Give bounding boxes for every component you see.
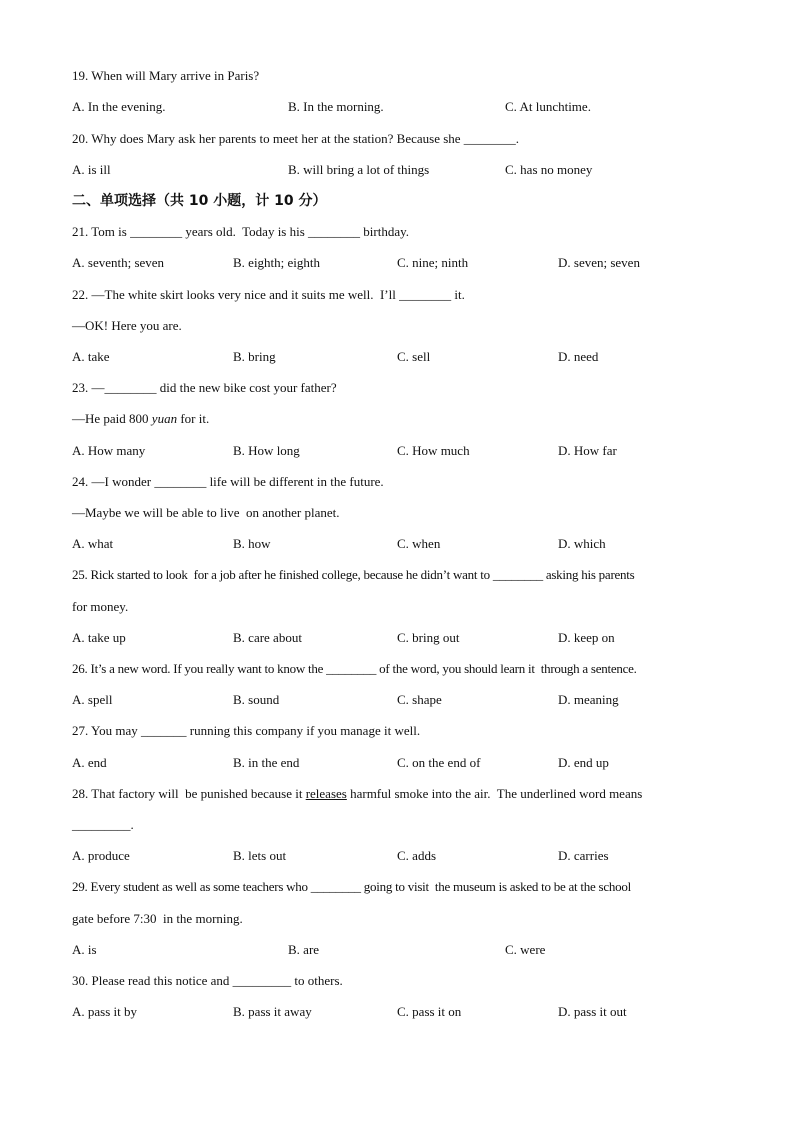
option-b: B. care about bbox=[233, 630, 302, 645]
option-a: A. How many bbox=[72, 443, 146, 458]
question-22-stem: 22. —The white skirt looks very nice and it suits me well. I’ll ________ it. bbox=[72, 287, 465, 302]
question-24-stem: 24. —I wonder ________ life will be different in the future. bbox=[72, 474, 384, 489]
option-b: B. How long bbox=[233, 443, 300, 458]
question-19-stem: 19. When will Mary arrive in Paris? bbox=[72, 68, 260, 83]
option-c: C. At lunchtime. bbox=[505, 99, 591, 114]
question-30-options bbox=[72, 1004, 732, 1020]
question-26-stem: 26. It’s a new word. If you really want to know the ________ of the word, you should learn it through a sentence. bbox=[72, 661, 637, 676]
question-28-stem-continued: _________. bbox=[72, 817, 134, 832]
question-20-stem: 20. Why does Mary ask her parents to meet her at the station? Because she ________. bbox=[72, 131, 520, 146]
question-23-options bbox=[72, 443, 732, 459]
question-28-options bbox=[72, 848, 732, 864]
option-b: B. will bring a lot of things bbox=[288, 162, 430, 177]
option-a: A. In the evening. bbox=[72, 99, 166, 114]
option-d: D. which bbox=[558, 536, 606, 551]
question-22-reply: —OK! Here you are. bbox=[72, 318, 182, 333]
option-c: C. shape bbox=[397, 692, 442, 707]
question-29-stem-continued: gate before 7:30 in the morning. bbox=[72, 911, 243, 926]
question-19-options bbox=[72, 99, 732, 115]
option-a: A. what bbox=[72, 536, 114, 551]
question-24-options bbox=[72, 536, 732, 552]
option-c: C. were bbox=[505, 942, 546, 957]
section-heading: 二、单项选择（共 10 小题，计 10 分） bbox=[72, 193, 327, 209]
option-c: C. sell bbox=[397, 349, 431, 364]
question-25-stem-continued: for money. bbox=[72, 599, 129, 614]
option-c: C. has no money bbox=[505, 162, 593, 177]
option-a: A. take up bbox=[72, 630, 126, 645]
option-a: A. take bbox=[72, 349, 110, 364]
option-a: A. pass it by bbox=[72, 1004, 137, 1019]
option-b: B. pass it away bbox=[233, 1004, 312, 1019]
option-d: D. carries bbox=[558, 848, 609, 863]
question-25-stem: 25. Rick started to look for a job after he finished college, because he didn’t want to ________ asking his parents bbox=[72, 567, 635, 582]
question-26-options bbox=[72, 692, 732, 708]
option-d: D. need bbox=[558, 349, 599, 364]
underlined-word: releases bbox=[305, 786, 347, 801]
option-a: A. is ill bbox=[72, 162, 111, 177]
question-21-options bbox=[72, 255, 732, 271]
option-a: A. spell bbox=[72, 692, 113, 707]
italic-word: yuan bbox=[151, 411, 178, 426]
option-d: D. pass it out bbox=[558, 1004, 627, 1019]
option-b: B. are bbox=[288, 942, 320, 957]
option-a: A. is bbox=[72, 942, 97, 957]
option-b: B. sound bbox=[233, 692, 280, 707]
option-b: B. in the end bbox=[233, 755, 300, 770]
option-d: D. How far bbox=[558, 443, 617, 458]
question-30-stem: 30. Please read this notice and _________ to others. bbox=[72, 973, 343, 988]
option-c: C. pass it on bbox=[397, 1004, 462, 1019]
question-23-reply: —He paid 800 yuan for it. bbox=[72, 411, 210, 426]
option-a: A. produce bbox=[72, 848, 130, 863]
question-27-options bbox=[72, 755, 732, 771]
question-29-options bbox=[72, 942, 732, 958]
option-c: C. adds bbox=[397, 848, 436, 863]
question-20-options bbox=[72, 162, 732, 178]
option-a: A. end bbox=[72, 755, 107, 770]
question-27-stem: 27. You may _______ running this company if you manage it well. bbox=[72, 723, 421, 738]
option-c: C. when bbox=[397, 536, 441, 551]
question-28-stem: 28. That factory will be punished because it releases harmful smoke into the air. The underlined word means bbox=[72, 786, 643, 801]
option-c: C. on the end of bbox=[397, 755, 481, 770]
option-d: D. meaning bbox=[558, 692, 619, 707]
question-24-reply: —Maybe we will be able to live on another planet. bbox=[72, 505, 340, 520]
option-b: B. In the morning. bbox=[288, 99, 384, 114]
option-c: C. How much bbox=[397, 443, 470, 458]
question-25-options bbox=[72, 630, 732, 646]
option-b: B. bring bbox=[233, 349, 276, 364]
question-21-stem: 21. Tom is ________ years old. Today is his ________ birthday. bbox=[72, 224, 410, 239]
option-d: D. seven; seven bbox=[558, 255, 640, 270]
question-23-stem: 23. —________ did the new bike cost your father? bbox=[72, 380, 337, 395]
option-c: C. bring out bbox=[397, 630, 460, 645]
option-b: B. how bbox=[233, 536, 271, 551]
option-b: B. lets out bbox=[233, 848, 287, 863]
option-a: A. seventh; seven bbox=[72, 255, 165, 270]
option-d: D. keep on bbox=[558, 630, 615, 645]
option-b: B. eighth; eighth bbox=[233, 255, 321, 270]
question-22-options bbox=[72, 349, 732, 365]
option-c: C. nine; ninth bbox=[397, 255, 469, 270]
option-d: D. end up bbox=[558, 755, 609, 770]
question-29-stem: 29. Every student as well as some teachers who ________ going to visit the museum is asked to be at the school bbox=[72, 879, 631, 894]
